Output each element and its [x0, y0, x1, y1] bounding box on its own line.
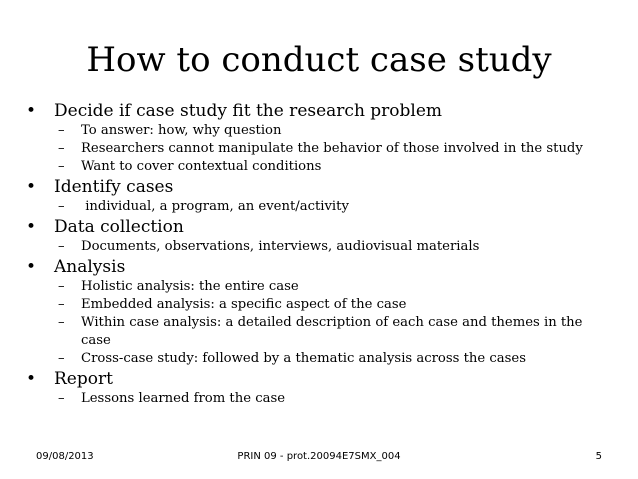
bullet-data-collection	[26, 216, 616, 238]
sub-text: individual, a program, an event/activity	[81, 199, 349, 214]
sub-item	[26, 140, 616, 158]
bullet-list	[26, 100, 616, 408]
sub-text: Embedded analysis: a specific aspect of the case	[81, 297, 407, 312]
sub-item	[26, 314, 616, 350]
sub-item	[26, 390, 616, 408]
sub-text: Within case analysis: a detailed description of each case and themes in the case	[81, 315, 583, 348]
sub-item	[26, 198, 616, 216]
sub-text: Cross-case study: followed by a thematic analysis across the cases	[81, 351, 526, 366]
bullet-text: Analysis	[54, 257, 126, 277]
bullet-text: Data collection	[54, 217, 184, 237]
footer-project: PRIN 09 - prot.20094E7SMX_004	[237, 451, 401, 462]
sub-marker: –	[58, 391, 65, 406]
sub-item	[26, 296, 616, 314]
bullet-marker: •	[26, 101, 37, 121]
sub-text: Holistic analysis: the entire case	[81, 279, 299, 294]
bullet-text: Decide if case study fit the research problem	[54, 101, 443, 121]
sub-item	[26, 238, 616, 256]
sub-marker: –	[58, 199, 65, 214]
sub-text: Lessons learned from the case	[81, 391, 286, 406]
sub-marker: –	[58, 315, 65, 330]
sub-marker: –	[58, 297, 65, 312]
bullet-analysis	[26, 256, 616, 278]
sub-text: Documents, observations, interviews, audiovisual materials	[81, 239, 480, 254]
bullet-text: Report	[54, 369, 113, 389]
bullet-marker: •	[26, 217, 37, 237]
footer-page-number: 5	[595, 451, 602, 462]
sub-marker: –	[58, 239, 65, 254]
sub-marker: –	[58, 159, 65, 174]
sub-marker: –	[58, 279, 65, 294]
sub-item	[26, 278, 616, 296]
bullet-report	[26, 368, 616, 390]
bullet-marker: •	[26, 257, 37, 277]
sub-item	[26, 122, 616, 140]
sub-text: Want to cover contextual conditions	[81, 159, 322, 174]
bullet-decide	[26, 100, 616, 122]
sub-item	[26, 158, 616, 176]
sub-marker: –	[58, 123, 65, 138]
bullet-identify	[26, 176, 616, 198]
footer-date: 09/08/2013	[36, 451, 94, 462]
sub-marker: –	[58, 141, 65, 156]
bullet-text: Identify cases	[54, 177, 174, 197]
sub-item	[26, 350, 616, 368]
slide-title: How to conduct case study	[86, 40, 552, 80]
sub-text: To answer: how, why question	[81, 123, 282, 138]
bullet-marker: •	[26, 177, 37, 197]
bullet-marker: •	[26, 369, 37, 389]
sub-marker: –	[58, 351, 65, 366]
sub-text: Researchers cannot manipulate the behavior of those involved in the study	[81, 141, 583, 156]
